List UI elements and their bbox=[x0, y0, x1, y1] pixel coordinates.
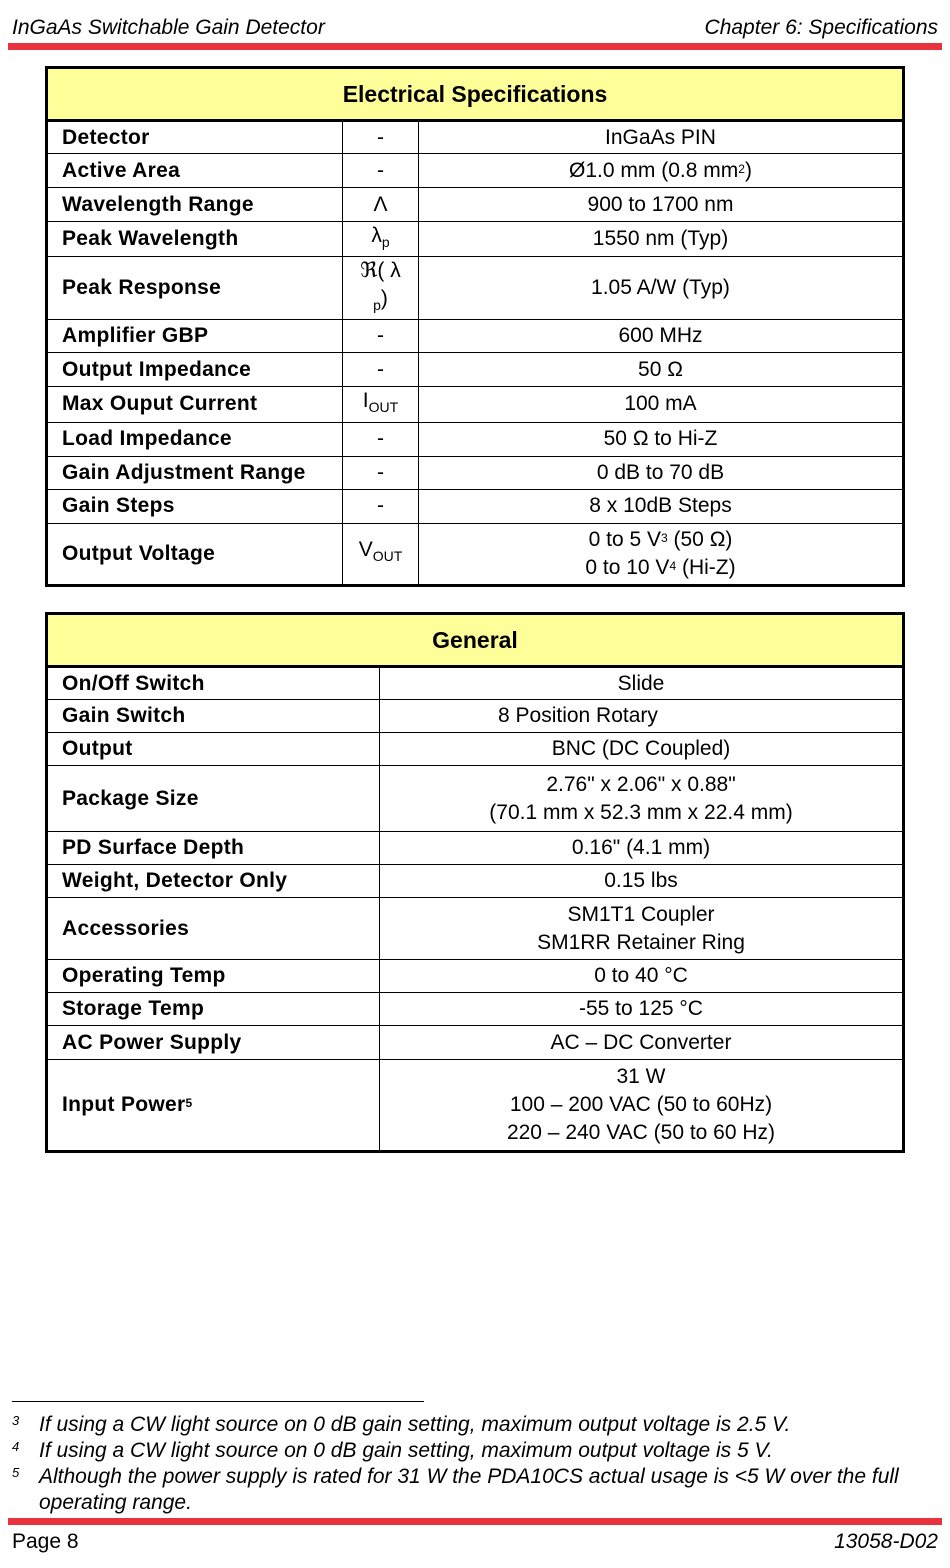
spec-value: 50 Ω to Hi-Z bbox=[419, 422, 904, 456]
table-row bbox=[47, 387, 904, 422]
spec-value: 900 to 1700 nm bbox=[419, 188, 904, 222]
spec-label: On/Off Switch bbox=[47, 667, 380, 700]
spec-value: Slide bbox=[380, 667, 904, 700]
value-text: 0 to 5 V bbox=[588, 527, 661, 551]
footnote-number: 4 bbox=[12, 1439, 20, 1454]
spec-value: 0 to 40 °C bbox=[380, 960, 904, 993]
table-row bbox=[47, 1060, 904, 1152]
table-row bbox=[47, 188, 904, 222]
spec-value: -55 to 125 °C bbox=[380, 993, 904, 1026]
table-row bbox=[47, 865, 904, 898]
value-line-2: 100 – 200 VAC (50 to 60Hz) bbox=[509, 1093, 773, 1116]
spec-symbol: Λ bbox=[343, 188, 419, 222]
symbol-subscript: OUT bbox=[368, 399, 399, 416]
spec-value: 1550 nm (Typ) bbox=[419, 222, 904, 257]
table-title: Electrical Specifications bbox=[47, 68, 904, 121]
spec-symbol: - bbox=[343, 121, 419, 154]
value-line-1: 31 W bbox=[616, 1065, 666, 1088]
footnote-number: 5 bbox=[12, 1465, 20, 1480]
spec-symbol: - bbox=[343, 154, 419, 188]
symbol-subscript: p bbox=[381, 234, 390, 251]
spec-value: BNC (DC Coupled) bbox=[380, 733, 904, 766]
table-row bbox=[47, 1026, 904, 1060]
spec-label: Package Size bbox=[47, 766, 380, 832]
spec-symbol: - bbox=[343, 353, 419, 387]
footer-rule bbox=[8, 1518, 942, 1525]
spec-value: 0.15 lbs bbox=[380, 865, 904, 898]
value-line-2 bbox=[585, 556, 735, 579]
header-chapter: Chapter 6: Specifications bbox=[704, 16, 938, 39]
table-row bbox=[47, 489, 904, 523]
spec-symbol bbox=[343, 387, 419, 422]
symbol-text-after: ) bbox=[380, 287, 388, 311]
spec-label bbox=[47, 1060, 380, 1152]
spec-label: Peak Response bbox=[47, 257, 343, 320]
spec-value: 0 dB to 70 dB bbox=[419, 456, 904, 489]
page-number: Page 8 bbox=[12, 1530, 79, 1553]
spec-value bbox=[380, 766, 904, 832]
table-row bbox=[47, 523, 904, 585]
spec-label: Load Impedance bbox=[47, 422, 343, 456]
spec-symbol: - bbox=[343, 320, 419, 353]
spec-symbol bbox=[343, 222, 419, 257]
footnote-text: Although the power supply is rated for 31 W the PDA10CS actual usage is <5 W over the full operating range. bbox=[39, 1465, 899, 1514]
symbol-subscript: p bbox=[373, 297, 381, 314]
table-row bbox=[47, 832, 904, 865]
value-line-1: 2.76" x 2.06" x 0.88" bbox=[546, 772, 736, 796]
spec-label: Output bbox=[47, 733, 380, 766]
value-text: 0 to 10 V bbox=[585, 555, 670, 579]
spec-label: Output Voltage bbox=[47, 523, 343, 585]
value-line-2: (70.1 mm x 52.3 mm x 22.4 mm) bbox=[489, 800, 793, 824]
spec-value: 50 Ω bbox=[419, 353, 904, 387]
spec-value: 0.16" (4.1 mm) bbox=[380, 832, 904, 865]
spec-value bbox=[419, 154, 904, 188]
spec-label: Storage Temp bbox=[47, 993, 380, 1026]
table-row bbox=[47, 898, 904, 960]
spec-label: Gain Switch bbox=[47, 700, 380, 733]
value-text: (Hi-Z) bbox=[676, 555, 736, 579]
symbol-text: I bbox=[362, 389, 369, 413]
spec-label: Operating Temp bbox=[47, 960, 380, 993]
footnote-ref: 5 bbox=[185, 1096, 193, 1110]
electrical-specifications-table bbox=[45, 66, 905, 587]
table-row bbox=[47, 222, 904, 257]
table-row bbox=[47, 121, 904, 154]
spec-symbol bbox=[343, 523, 419, 585]
spec-value: 8 x 10dB Steps bbox=[419, 489, 904, 523]
footnote-text: If using a CW light source on 0 dB gain setting, maximum output voltage is 5 V. bbox=[39, 1439, 773, 1462]
spec-label: Output Impedance bbox=[47, 353, 343, 387]
footnote-ref: 3 bbox=[660, 530, 668, 545]
table-row bbox=[47, 766, 904, 832]
value-text: Ø1.0 mm (0.8 mm bbox=[569, 158, 739, 182]
table-row bbox=[47, 154, 904, 188]
symbol-text: V bbox=[358, 538, 373, 562]
footnote-number: 3 bbox=[12, 1413, 20, 1428]
value-superscript: 2 bbox=[738, 161, 745, 176]
spec-label: Accessories bbox=[47, 898, 380, 960]
value-text: (50 Ω) bbox=[667, 527, 733, 551]
spec-label: Weight, Detector Only bbox=[47, 865, 380, 898]
footnote bbox=[12, 1438, 912, 1464]
footnote-text: If using a CW light source on 0 dB gain setting, maximum output voltage is 2.5 V. bbox=[39, 1413, 791, 1436]
table-row bbox=[47, 320, 904, 353]
table-row bbox=[47, 993, 904, 1026]
footnote-ref: 4 bbox=[669, 558, 677, 573]
value-text-after: ) bbox=[744, 158, 752, 182]
general-specifications-table bbox=[45, 612, 905, 1153]
spec-label: Active Area bbox=[47, 154, 343, 188]
spec-label: PD Surface Depth bbox=[47, 832, 380, 865]
header-title: InGaAs Switchable Gain Detector bbox=[12, 16, 325, 39]
table-row bbox=[47, 733, 904, 766]
spec-label: Max Ouput Current bbox=[47, 387, 343, 422]
spec-label: Gain Adjustment Range bbox=[47, 456, 343, 489]
value-line-1 bbox=[589, 528, 733, 551]
symbol-text: ℜ( λ bbox=[360, 259, 401, 283]
spec-symbol: - bbox=[343, 489, 419, 523]
symbol-subscript: OUT bbox=[372, 548, 403, 565]
footnote bbox=[12, 1464, 912, 1516]
spec-label: AC Power Supply bbox=[47, 1026, 380, 1060]
spec-value bbox=[380, 898, 904, 960]
spec-value: 1.05 A/W (Typ) bbox=[419, 257, 904, 320]
spec-label: Gain Steps bbox=[47, 489, 343, 523]
table-title: General bbox=[47, 614, 904, 667]
spec-value: 8 Position Rotary bbox=[380, 700, 904, 733]
spec-label: Wavelength Range bbox=[47, 188, 343, 222]
table-row bbox=[47, 960, 904, 993]
spec-value: AC – DC Converter bbox=[380, 1026, 904, 1060]
symbol-text: λ bbox=[371, 224, 382, 247]
spec-symbol bbox=[343, 257, 419, 320]
spec-symbol: - bbox=[343, 456, 419, 489]
table-row bbox=[47, 667, 904, 700]
spec-label: Amplifier GBP bbox=[47, 320, 343, 353]
table-row bbox=[47, 353, 904, 387]
spec-label: Detector bbox=[47, 121, 343, 154]
document-number: 13058-D02 bbox=[834, 1530, 938, 1553]
value-line-1: SM1T1 Coupler bbox=[567, 902, 715, 926]
spec-value bbox=[419, 523, 904, 585]
footnote bbox=[12, 1412, 912, 1438]
footnote-separator bbox=[12, 1401, 424, 1402]
header-rule bbox=[8, 43, 942, 50]
spec-symbol: - bbox=[343, 422, 419, 456]
spec-value: 600 MHz bbox=[419, 320, 904, 353]
table-row bbox=[47, 257, 904, 320]
spec-value bbox=[380, 1060, 904, 1152]
table-row bbox=[47, 456, 904, 489]
spec-label: Peak Wavelength bbox=[47, 222, 343, 257]
value-line-2: SM1RR Retainer Ring bbox=[537, 930, 745, 954]
spec-value: 100 mA bbox=[419, 387, 904, 422]
table-row bbox=[47, 700, 904, 733]
value-line-3: 220 – 240 VAC (50 to 60 Hz) bbox=[506, 1121, 776, 1144]
table-row bbox=[47, 422, 904, 456]
spec-value: InGaAs PIN bbox=[419, 121, 904, 154]
label-text: Input Power bbox=[62, 1093, 186, 1116]
